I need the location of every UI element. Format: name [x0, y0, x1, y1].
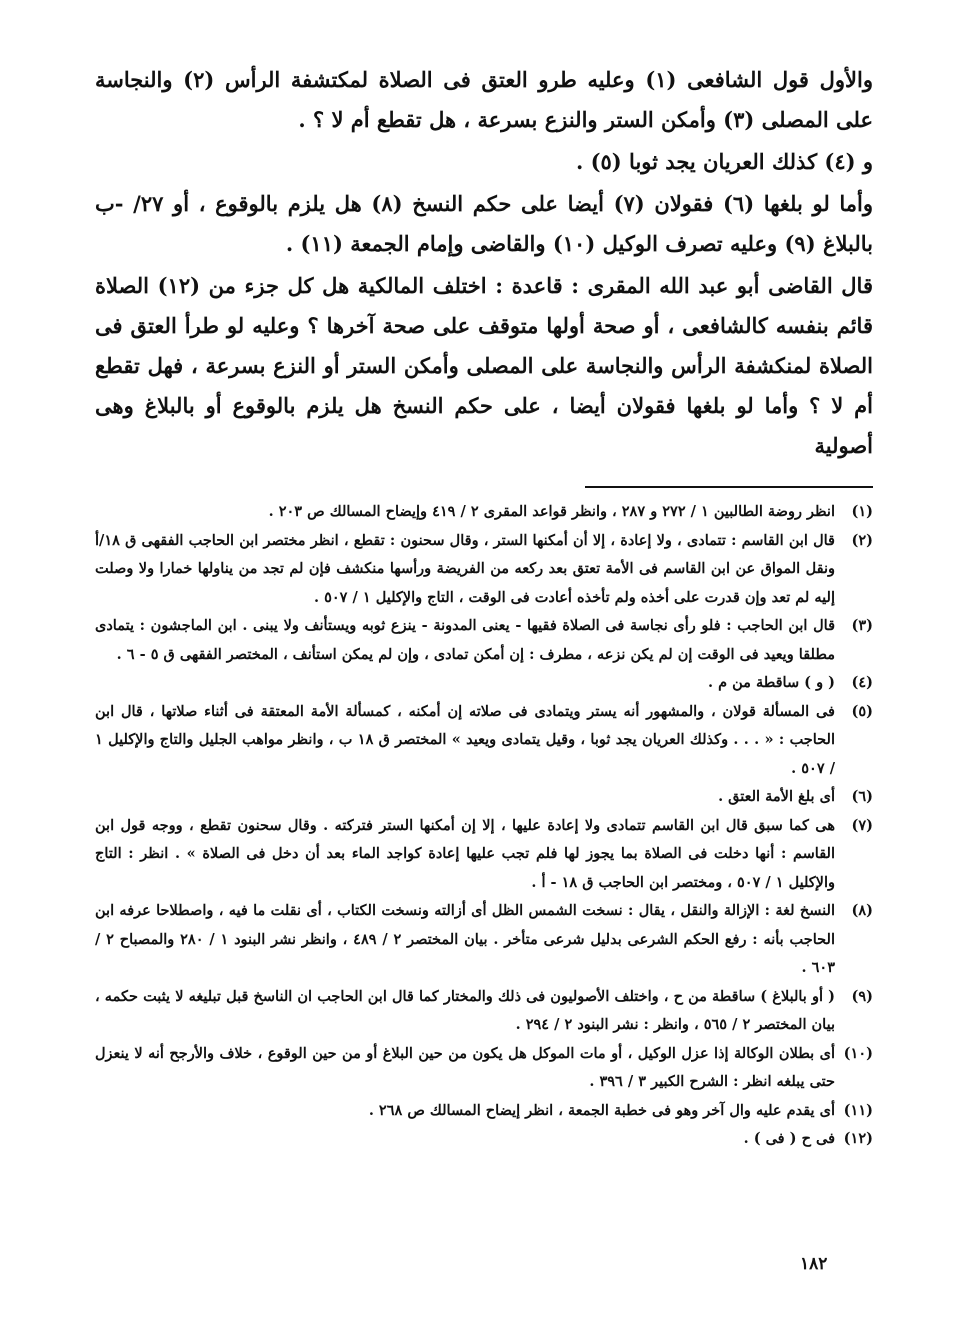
- footnote-text: قال ابن الحاجب : فلو رأى نجاسة فى الصلاة فقيها - يعنى المدونة - ينزع ثوبه ويستأنف ولا يبنى . ابن الماجشون : يتمادى مطلقا ويعيد فى الوقت إن لم يكن نزعه ، مطرف : إن أمكن تمادى ، وإن لم يمكن استأنف ، المختصر الفقهى ق ٥ - ٦ .: [95, 617, 835, 663]
- footnote-number: (١١): [843, 1101, 873, 1119]
- footnote-text: أى بطلان الوكالة إذا عزل الوكيل ، أو مات الموكل هل يكون من حين البلاغ أو من حين الوقوع ، خلاف والأرجح أنه لا ينعزل حتى يبلغه انظر : الشرح الكبير ٣ / ٣٩٦ .: [95, 1044, 835, 1090]
- main-paragraph-3: وأما لو بلغها (٦) فقولان (٧) أيضا على حكم النسخ (٨) هل يلزم بالوقوع ، أو ٢٧/ -ب بالبلاغ (٩) وعليه تصرف الوكيل (١٠) والقاضى وإمام الجمعة (١١) .: [95, 191, 874, 256]
- footnote-number: (٨): [851, 902, 873, 919]
- page-body: [95, 60, 873, 1154]
- main-paragraph-1: والأول قول الشافعى (١) وعليه طرو العتق فى الصلاة لمكتشفة الرأس (٢) والنجاسة على المصلى (٣) وأمكن الستر والنزع بسرعة ، هل تقطع أم لا ؟ .: [95, 67, 873, 132]
- footnote-number: (٣): [851, 617, 873, 634]
- footnote: [95, 1125, 873, 1154]
- footnote: [95, 1097, 873, 1126]
- footnote-text: ( و ) ساقطة من م .: [707, 674, 835, 691]
- footnote-text: ( أو بالبلاغ ) ساقطة من ح ، واختلف الأصوليون فى ذلك والمختار كما قال ابن الحاجب ان الناسخ قبل تبليغه لا يثبت حكمه ، بيان المختصر ٢ / ٥٦٥ ، وانظر : نشر البنود ٢ / ٢٩٤ .: [95, 987, 835, 1033]
- footnote-text: قال ابن القاسم : تتمادى ، ولا إعادة ، إلا أن أمكنها الستر ، وقال سحنون : تقطع ، انظر مختصر ابن الحاجب الفقهى ق ١٨/أ ونقل المواق عن ابن القاسم فى الأمة تعتق بعد ركعه من الفريضة ورأسها منكشف فإن لم تجد من يناولها خمارا ولا وصلت إليه لم تعد وإن قدرت على أخذه ولم تأخذه أعادت فى الوقت ، التاج والإكليل ١ / ٥٠٧ .: [95, 531, 835, 606]
- footnote-number: (١): [851, 503, 873, 520]
- footnote-number: (٧): [851, 816, 873, 834]
- footnote: [95, 527, 873, 613]
- footnote-divider: [585, 486, 873, 488]
- footnote: [95, 698, 873, 784]
- footnote-number: (٩): [851, 987, 873, 1005]
- footnote-text: أى بلغ الأمة العتق .: [718, 788, 835, 805]
- footnote: [95, 812, 873, 898]
- footnote: [95, 1040, 873, 1097]
- footnote-text: أى يقدم عليه وال آخر وهو فى خطبة الجمعة ، انظر إيضاح المسالك ص ٢٦٨ .: [368, 1101, 835, 1119]
- main-paragraph-4: قال القاضى أبو عبد الله المقرى : قاعدة : اختلف المالكية هل كل جزء من (١٢) الصلاة قائم بنفسه كالشافعى ، أو صحة أولها متوقف على صحة آخرها ؟ وعليه لو طرأ العتق فى الصلاة لمنكشفة الرأس والنجاسة على المصلى وأمكن الستر أو النزع بسرعة ، فهل تقطع أم لا ؟ وأما لو بلغها فقولان أيضا ، على حكم النسخ هل يلزم بالوقوع أو بالبلاغ وهى أصولية: [95, 273, 873, 458]
- footnote: [95, 783, 873, 812]
- footnote: [95, 612, 873, 669]
- footnote-text: النسخ لغة : الإزالة والنقل ، يقال : نسخت الشمس الظل أى أزالته ونسخت الكتاب ، أى نقلت ما فيه ، واصطلاحا عرفه ابن الحاجب بأنه : رفع الحكم الشرعى بدليل شرعى متأخر . بيان المختصر ٢ / ٤٨٩ ، وانظر نشر البنود ١ / ٢٨٠ والمصباح ٢ / ٦٠٣ .: [95, 902, 835, 976]
- footnote-number: (٤): [851, 674, 873, 691]
- footnote-number: (٥): [851, 702, 873, 720]
- footnote-text: فى ح ( فى ) .: [743, 1130, 835, 1147]
- page-number: ١٨٢: [800, 1254, 828, 1274]
- footnote-text: هى كما سبق قال ابن القاسم تتمادى ولا إعادة عليها ، إلا إن أمكنها الستر فتركته . وقال سحنون تقطع ، ووجه قول ابن القاسم : أنها دخلت فى الصلاة بما يجوز لها فلم تجب عليها إعادة كواجد الماء بعد أن دخل فى الصلاة » . انظر : التاج والإكليل ١ / ٥٠٧ ، ومختصر ابن الحاجب ق ١٨ - أ .: [95, 816, 835, 891]
- footnote: [95, 669, 873, 698]
- footnote-number: (٦): [851, 788, 873, 805]
- footnote-number: (١٠): [843, 1044, 873, 1062]
- main-paragraph-2: و (٤) كذلك العريان يجد ثوبا (٥) .: [575, 149, 873, 174]
- footnotes: [95, 498, 873, 1154]
- footnote: [95, 983, 873, 1040]
- footnote-text: انظر روضة الطالبين ١ / ٢٧٢ و ٢٨٧ ، وانظر قواعد المقرى ٢ / ٤١٩ وإيضاح المسالك ص ٢٠٣ .: [268, 503, 835, 520]
- footnote-number: (١٢): [843, 1130, 873, 1147]
- footnote: [95, 897, 873, 983]
- footnote: [95, 498, 873, 527]
- footnote-text: فى المسألة قولان ، والمشهور أنه يستر ويتمادى فى صلاته إن أمكنه ، كمسألة الأمة المعتقة فى أثناء صلاتها ، قال ابن الحاجب : « . . . وكذلك العريان يجد ثوبا ، وقيل يتمادى ويعيد » المختصر ق ١٨ ب ، وانظر مواهب الجليل والتاج والإكليل ١ / ٥٠٧ .: [95, 702, 835, 777]
- footnote-number: (٢): [851, 531, 873, 549]
